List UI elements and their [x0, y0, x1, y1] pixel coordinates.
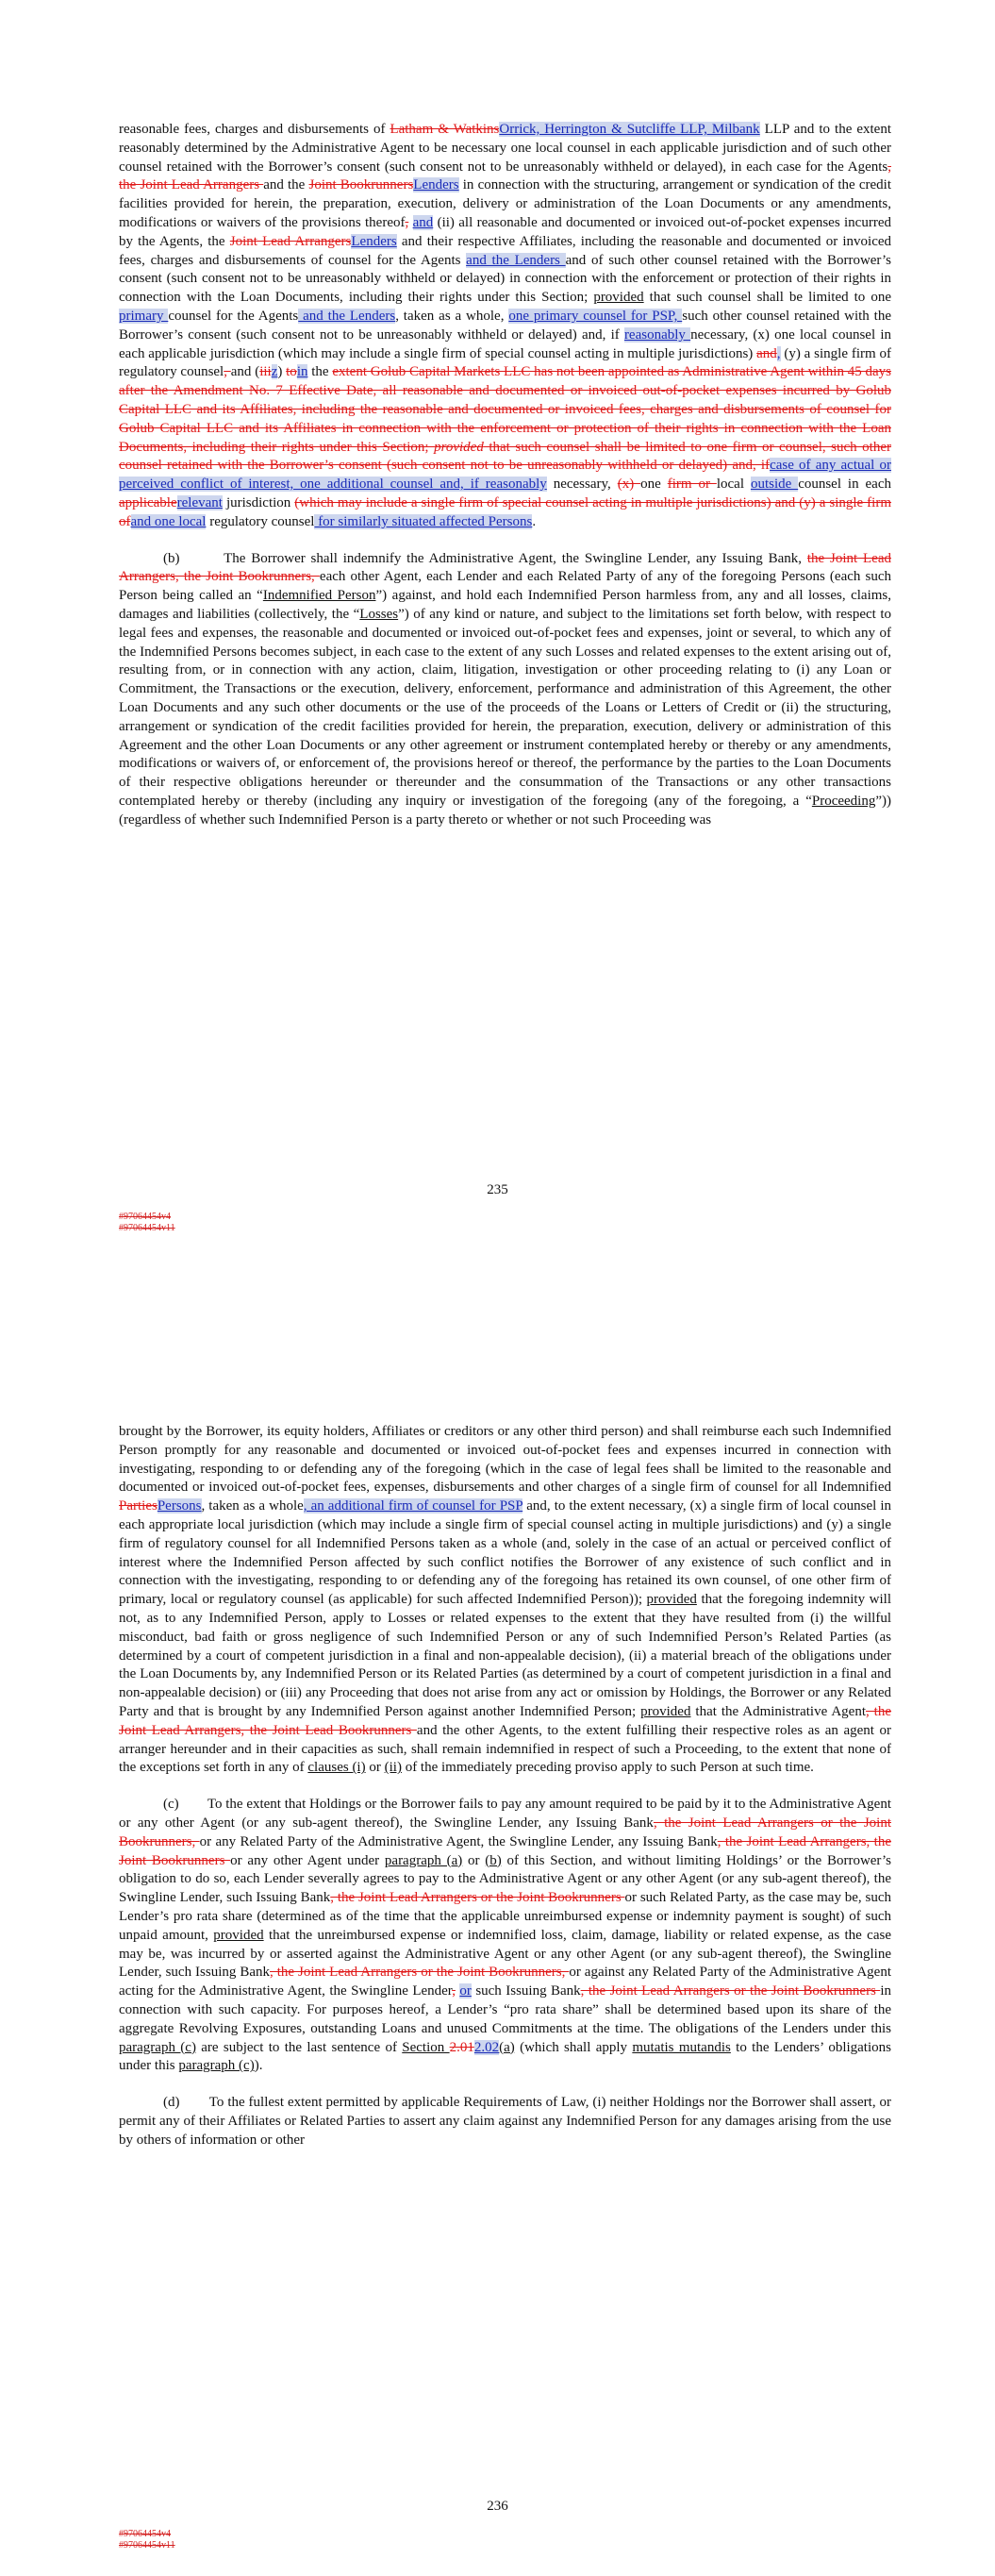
page-number: 235 [487, 1182, 508, 1197]
page-1-body: reasonable fees, charges and disbursements of Latham & WatkinsOrrick, Herrington & Sutcliffe LLP, Milbank LLP and to the extent reasonably determined by the Administrative Agent to be necessary one local counsel in each applicable jurisdiction and of such other counsel retained with the Borrower’s consent (such consent not to be unreasonably withheld or delayed), in each case for the Agents, the Joint Lead Arrangers and the Joint BookrunnersLenders in connection with the structuring, arrangement or syndication of the credit facilities provided for herein, the preparation, execution, delivery or administration of the Loan Documents or any amendments, modifications or waivers of the provisions thereof, and (ii) all reasonable and documented or invoiced out-of-pocket expenses incurred by the Agents, the Joint Lead ArrangersLenders and their respective Affiliates, including the reasonable and documented or invoiced fees, charges and disbursements of counsel for the Agents and the Lenders and of such other counsel retained with the Borrower’s consent (such consent not to be unreasonably withheld or delayed) in connection with the enforcement or protection of their rights in connection with the Loan Documents, including their rights under this Section; provided that such counsel shall be limited to one primary counsel for the Agents and the Lenders, taken as a whole, one primary counsel for PSP, such other counsel retained with the Borrower’s consent (such consent not to be unreasonably withheld or delayed) and, if reasonably necessary, (x) one local counsel in each applicable jurisdiction (which may include a single firm of special counsel acting in multiple jurisdictions) and, (y) a single firm of regulatory counsel, and (iiiz) toin the extent Golub Capital Markets LLC has not been appointed as Administrative Agent within 45 days after the Amendment No. 7 Effective Date, all reasonable and documented or invoiced out-of-pocket expenses incurred by Golub Capital LLC and its Affiliates, including the reasonable and documented or invoiced fees, charges and disbursements of counsel for Golub Capital LLC and its Affiliates in connection with the enforcement or protection of their rights in connection with the Loan Documents, including their rights under this Section; provided that such counsel shall be limited to one firm or counsel, such other counsel retained with the Borrower’s consent (such consent not to be unreasonably withheld or delayed) and, ifcase of any actual or perceived conflict of interest, one additional counsel and, if reasonably necessary, (x) one firm or local outside counsel in each applicablerelevant jurisdiction (which may include a single firm of special counsel acting in multiple jurisdictions) and (y) a single firm ofand one local regulatory counsel for similarly situated affected Persons. (b) The Borrower shall indemnify the Administrative Agent, the Swingline Lender, any Issuing Bank, the Joint Lead Arrangers, the Joint Bookrunners, each other Agent, each Lender and each Related Party of any of the foregoing Persons (each such Person being called an “Indemnified Person”) against, and hold each Indemnified Person harmless from, any and all losses, claims, damages and liabilities (collectively, the “Losses”) of any kind or nature, and subject to the limitations set forth below, with respect to legal fees and expenses, the reasonable and documented or invoiced out-of-pocket fees and expenses, joint or several, to which any of the Indemnified Persons becomes subject, in each case to the extent of any such Losses and related expenses to the extent arising out of, resulting from, or in connection with any action, claim, litigation, investigation or other proceeding relating to (i) any Loan or Commitment, the Transactions or the execution, delivery, enforcement, performance and administration of this Agreement, the other Loan Documents and any such other documents or the use of the proceeds of the Loans or Letters of Credit or (ii) the structuring, arrangement or syndication of the credit facilities provided for herein, the preparation, execution, delivery or administration of this Agreement and the other Loan Documents or any other agreement or instrument contemplated hereby or thereby or any amendments, modifications or waivers of, or enforcement of, the provisions hereof or thereof, the performance by the parties to the Loan Documents of their respective obligations hereunder or thereunder and the consummation of the Transactions or any other transactions contemplated hereby or thereby (including any inquiry or investigation of the foregoing (any of the foregoing, a “Proceeding”)) (regardless of whether such Indemnified Person is a party thereto or whether or not such Proceeding was [119, 122, 892, 828]
page-2-body: brought by the Borrower, its equity holders, Affiliates or creditors or any other third person) and shall reimburse each such Indemnified Person promptly for any reasonable and documented or invoiced out-of-pocket fees and expenses incurred in connection with investigating, responding to or defending any of the foregoing (which in the case of legal fees shall be limited to the reasonable and documented or invoiced out-of-pocket fees, expenses, disbursements and other charges of a single firm of counsel for all Indemnified PartiesPersons, taken as a whole, an additional firm of counsel for PSP and, to the extent necessary, (x) a single firm of local counsel in each appropriate local jurisdiction (which may include a single firm of special counsel acting in multiple jurisdictions) and (y) a single firm of regulatory counsel for all Indemnified Persons taken as a whole (and, solely in the case of an actual or perceived conflict of interest where the Indemnified Person affected by such conflict notifies the Borrower of any existence of such conflict and in connection with the investigating, responding to or defending any of the foregoing has retained its own counsel, of one other firm of primary, local or regulatory counsel (as applicable) for such affected Indemnified Person)); provided that the foregoing indemnity will not, as to any Indemnified Person, apply to Losses or related expenses to the extent that they have resulted from (i) the willful misconduct, bad faith or gross negligence of such Indemnified Person or any of such Indemnified Person’s Related Parties (as determined by a court of competent jurisdiction in a final and non-appealable decision), (ii) a material breach of the obligations under the Loan Documents by, any Indemnified Person or its Related Parties (as determined by a court of competent jurisdiction in a final and non-appealable decision) or (iii) any Proceeding that does not arise from any act or omission by Holdings, the Borrower or any Related Party and that is brought by any Indemnified Person against another Indemnified Person; provided that the Administrative Agent, the Joint Lead Arrangers, the Joint Lead Bookrunners and the other Agents, to the extent fulfilling their respective roles as an agent or arranger hereunder and in their capacities as such, shall remain indemnified in respect of such a Proceeding, to the extent that none of the exceptions set forth in any of clauses (i) or (ii) of the immediately preceding proviso apply to such Person at such time. (c) To the extent that Holdings or the Borrower fails to pay any amount required to be paid by it to the Administrative Agent or any other Agent (or any sub-agent thereof), the Swingline Lender, any Issuing Bank, the Joint Lead Arrangers or the Joint Bookrunners, or any Related Party of the Administrative Agent, the Swingline Lender, any Issuing Bank, the Joint Lead Arrangers, the Joint Bookrunners or any other Agent under paragraph (a) or (b) of this Section, and without limiting Holdings’ or the Borrower’s obligation to do so, each Lender severally agrees to pay to the Administrative Agent or any other Agent (or any sub-agent thereof), the Swingline Lender, such Issuing Bank, the Joint Lead Arrangers or the Joint Bookrunners or such Related Party, as the case may be, such Lender’s pro rata share (determined as of the time that the applicable unreimbursed expense or indemnity payment is sought) of such unpaid amount, provided that the unreimbursed expense or indemnified loss, claim, damage, liability or related expense, as the case may be, was incurred by or asserted against the Administrative Agent or any other Agent (or any sub-agent thereof), the Swingline Lender, such Issuing Bank, the Joint Lead Arrangers or the Joint Bookrunners, or against any Related Party of the Administrative Agent acting for the Administrative Agent, the Swingline Lender, or such Issuing Bank, the Joint Lead Arrangers or the Joint Bookrunners in connection with such capacity. For purposes hereof, a Lender’s “pro rata share” shall be determined based upon its share of the aggregate Revolving Exposures, outstanding Loans and unused Commitments at the time. The obligations of the Lenders under this paragraph (c) are subject to the last sentence of Section 2.012.02(a) (which shall apply mutatis mutandis to the Lenders’ obligations under this paragraph (c)). (d) To the fullest extent permitted by applicable Requirements of Law, (i) neither Holdings nor the Borrower shall assert, or permit any of their Affiliates or Related Parties to assert any claim against any Indemnified Person for any damages arising from the use by others of information or other [119, 1424, 892, 2148]
footer-doc-id: #97064454v4 [119, 1212, 171, 1222]
footer-doc-id: #97064454v11 [119, 2540, 175, 2551]
footer-doc-id: #97064454v11 [119, 1223, 175, 1233]
page-number: 236 [487, 2499, 508, 2514]
footer-doc-id: #97064454v4 [119, 2529, 171, 2539]
